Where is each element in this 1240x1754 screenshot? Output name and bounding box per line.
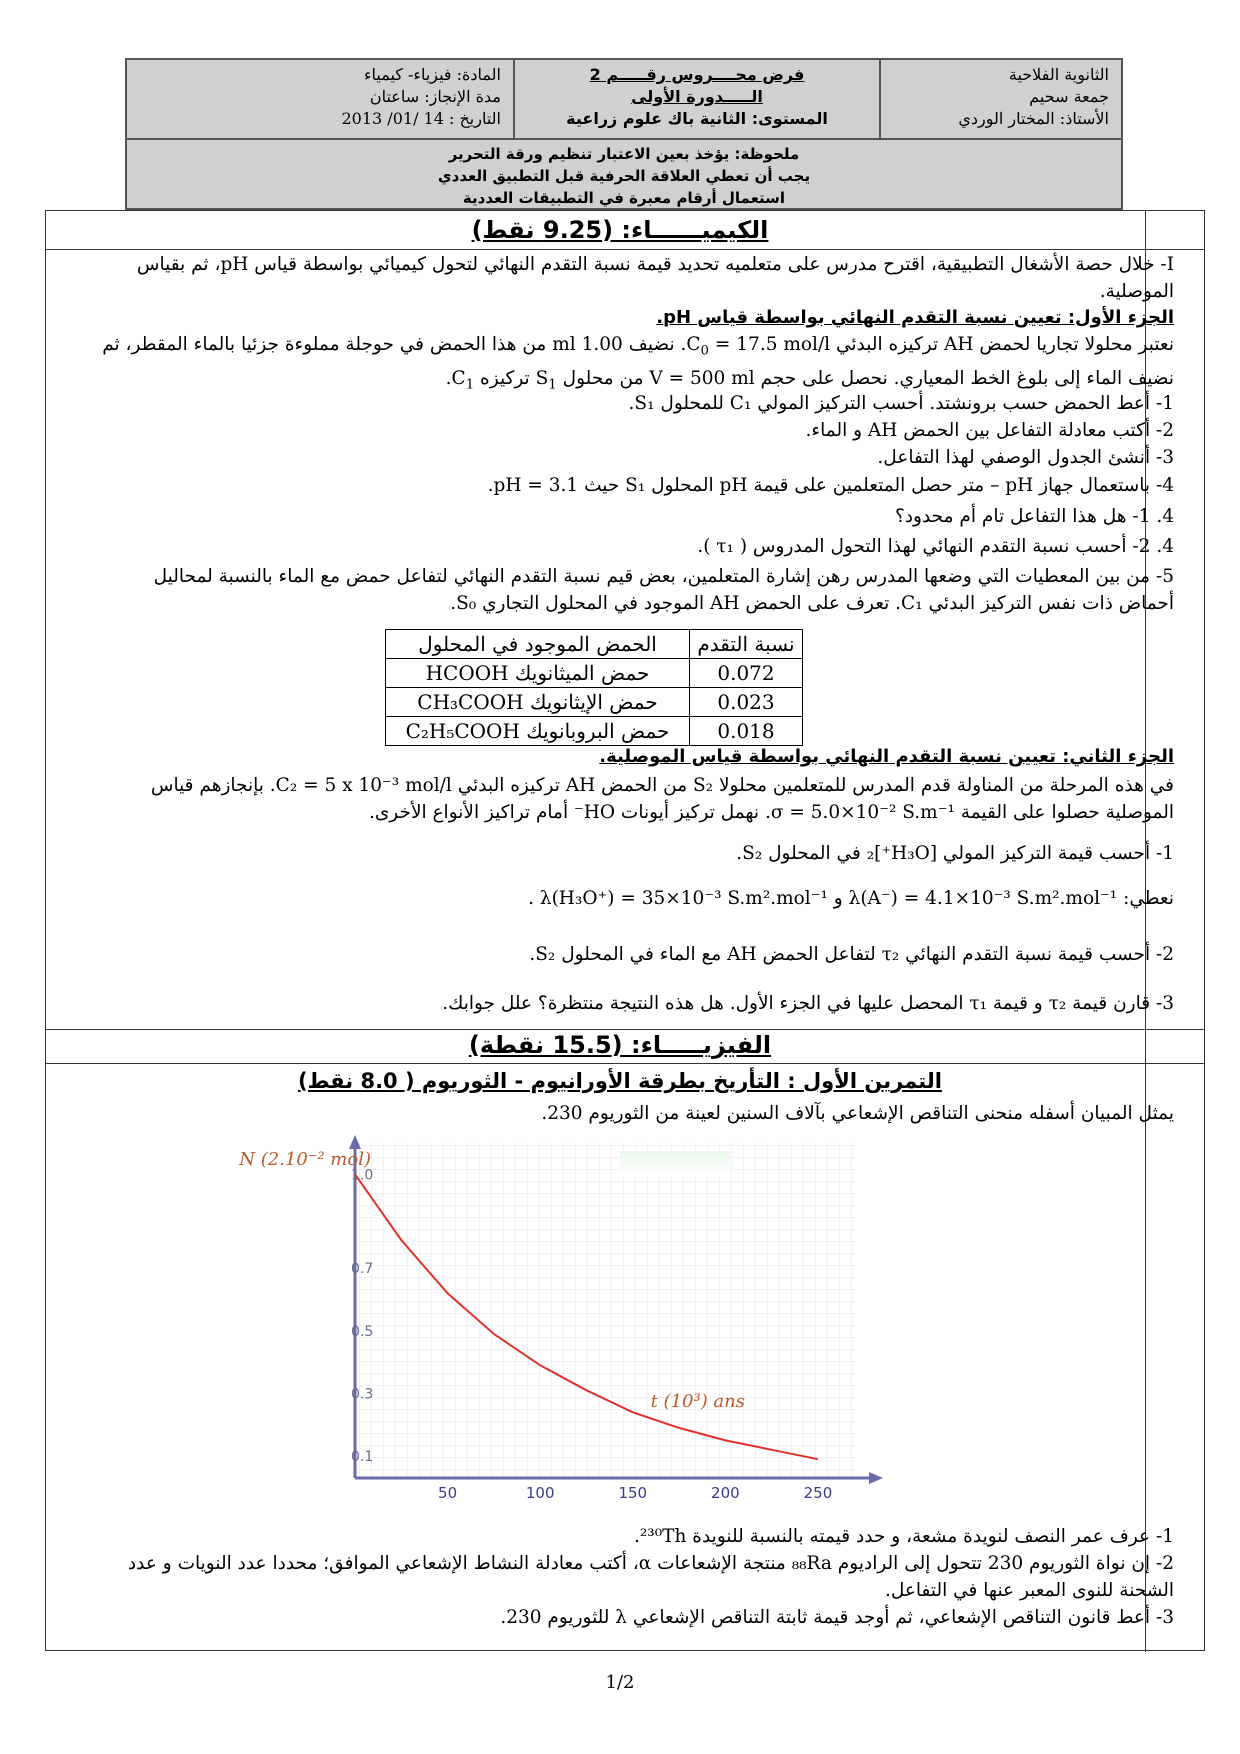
part1-text-b: 0 bbox=[700, 343, 710, 359]
y-tick-label: 0.5 bbox=[351, 1323, 374, 1340]
table-row bbox=[386, 688, 803, 717]
question-2: 2- أكتب معادلة التفاعل بين الحمض AH و الماء. bbox=[805, 420, 1174, 441]
acids-table bbox=[385, 629, 803, 746]
x-axis-arrow bbox=[869, 1472, 883, 1484]
x-tick-label: 50 bbox=[438, 1484, 458, 1502]
question-5: 5- من بين المعطيات التي وضعها المدرس رهن إشارة المتعلمين، بعض قيم نسبة التقدم النهائي لتفاعل حمض مع الماء بالنسبة لمحاليل أحماض ذات نفس التركيز البدئي C₁. تعرف على الحمض AH الموجود في المحلول التجاري S₀. bbox=[153, 566, 1174, 614]
exam-date: التاريخ : 14 /01/ 2013 bbox=[341, 109, 501, 128]
page-number: 1/2 bbox=[605, 1672, 635, 1693]
part1-title-text: الجزء الأول: تعيين نسبة التقدم النهائي بواسطة قياس pH. bbox=[656, 307, 1174, 328]
x-tick-label: 200 bbox=[711, 1484, 740, 1502]
col-ratio: نسبة التقدم bbox=[690, 630, 803, 659]
question-3: 3- أنشئ الجدول الوصفي لهذا التفاعل. bbox=[877, 447, 1174, 468]
physics-question-2: 2- إن نواة الثوريوم 230 تتحول إلى الراديوم ₈₈Ra منتجة الإشعاعات α، أكتب معادلة النشاط الإشعاعي الموافق؛ محددا عدد النويات و عدد الشحنة للنوى المعبر عنها في التفاعل. bbox=[127, 1553, 1174, 1601]
subject-info bbox=[127, 60, 513, 138]
y-axis-label: N (2.10⁻² mol) bbox=[239, 1149, 371, 1170]
acid-cell: حمض الإيثانويك CH₃COOH bbox=[386, 688, 690, 717]
note-3: استعمال أرقام معبرة في التطبيقات العددية bbox=[462, 189, 786, 207]
acid-cell: حمض البروبانويك C₂H₅COOH bbox=[386, 717, 690, 746]
col-acid: الحمض الموجود في المحلول bbox=[386, 630, 690, 659]
ratio-cell: 0.023 bbox=[690, 688, 803, 717]
chemistry-title: الكيميــــــاء: (9.25 نقط) bbox=[471, 216, 769, 244]
header-notes bbox=[127, 140, 1121, 209]
part1-text-f: 1 bbox=[465, 377, 475, 393]
y-tick-label: 0.1 bbox=[351, 1449, 374, 1466]
physics-title-divider bbox=[46, 1063, 1204, 1064]
physics-title: الفيزيـــــاء: (15.5 نقطة) bbox=[468, 1031, 772, 1059]
part2-title-text: الجزء الثاني: تعيين نسبة التقدم النهائي بواسطة قياس الموصلية. bbox=[599, 746, 1174, 767]
chart-legend-box bbox=[620, 1151, 730, 1175]
table-header-row bbox=[386, 630, 803, 659]
part1-title bbox=[94, 304, 1174, 331]
exercise-1-title: التمرين الأول : التأريخ بطرقة الأورانيوم - الثوريوم ( 8.0 نقط) bbox=[298, 1069, 942, 1093]
question-1: 1- أعط الحمض حسب برونشتد. أحسب التركيز المولي C₁ للمحلول S₁. bbox=[628, 393, 1174, 414]
y-tick-label: 0.3 bbox=[351, 1386, 374, 1403]
part1-text-e: تركيزه C bbox=[451, 367, 536, 389]
exam-header bbox=[125, 58, 1123, 210]
exam-title: فرض محــــروس رقـــــم 2 bbox=[589, 65, 805, 84]
exercise-1-intro: يمثل المبيان أسفله منحنى التناقص الإشعاعي بآلاف السنين لعينة من الثوريوم 230. bbox=[541, 1103, 1174, 1124]
part1-text-d: 1 bbox=[548, 377, 557, 393]
exam-level: المستوى: الثانية باك علوم زراعية bbox=[566, 109, 828, 128]
subject: المادة: فيزياء- كيمياء bbox=[364, 65, 501, 84]
acid-cell: حمض الميثانويك HCOOH bbox=[386, 659, 690, 688]
question-4-2: 4. 2- أحسب نسبة التقدم النهائي لهذا التحول المدروس ( τ₁ ). bbox=[697, 536, 1174, 557]
part2-question-2: 2- أحسب قيمة نسبة التقدم النهائي τ₂ لتفاعل الحمض AH مع الماء في المحلول S₂. bbox=[529, 944, 1174, 965]
decay-chart bbox=[239, 1133, 905, 1502]
chart-grid bbox=[355, 1143, 855, 1478]
part1-text-a: نعتبر محلولا تجاريا لحمض AH تركيزه البدئي C bbox=[686, 334, 1174, 355]
ratio-cell: 0.072 bbox=[690, 659, 803, 688]
school-info bbox=[881, 60, 1121, 138]
note-2: يجب أن تعطي العلاقة الحرفية قبل التطبيق العددي bbox=[437, 167, 811, 185]
table-row bbox=[386, 659, 803, 688]
part2-question-1: 1- أحسب قيمة التركيز المولي [H₃O⁺]₂ في المحلول S₂. bbox=[736, 843, 1174, 864]
y-tick-label: 1.0 bbox=[351, 1167, 374, 1184]
teacher-name: الأستاذ: المختار الوردي bbox=[958, 109, 1109, 128]
header-top-row bbox=[127, 60, 1121, 140]
part2-question-3: 3- قارن قيمة τ₂ و قيمة τ₁ المحصل عليها في الجزء الأول. هل هذه النتيجة منتظرة؟ علل جوابك. bbox=[442, 993, 1174, 1014]
x-tick-label: 250 bbox=[803, 1484, 833, 1502]
note-1: ملحوظة: يؤخذ بعين الاعتبار تنظيم ورقة التحرير bbox=[448, 145, 800, 163]
question-4: 4- باستعمال جهاز pH – متر حصل المتعلمين على قيمة pH المحلول S₁ حيث pH = 3.1. bbox=[487, 475, 1174, 496]
y-tick-label: 0.7 bbox=[351, 1261, 374, 1278]
part1-text-g: . bbox=[445, 367, 452, 389]
physics-question-3: 3- أعط قانون التناقص الإشعاعي، ثم أوجد قيمة ثابتة التناقص الإشعاعي λ للثوريوم 230. bbox=[500, 1607, 1174, 1628]
part1-text bbox=[94, 331, 1174, 398]
x-tick-label: 150 bbox=[618, 1484, 648, 1502]
x-axis-label: t (10³) ans bbox=[650, 1391, 745, 1412]
duration: مدة الإنجاز: ساعتان bbox=[369, 87, 501, 106]
exam-session: الـــــدورة الأولى bbox=[631, 87, 763, 106]
school-name: الثانوية الفلاحية bbox=[1008, 65, 1109, 84]
physics-top-divider bbox=[46, 1029, 1204, 1030]
chem-title-divider bbox=[46, 249, 1204, 250]
part2-text: في هذه المرحلة من المناولة قدم المدرس للمتعلمين محلولا S₂ من الحمض AH تركيزه البدئي C₂ = 5 x 10⁻³ mol/l. بإنجازهم قياس الموصلية حصلوا على القيمة σ = 5.0×10⁻² S.m⁻¹. نهمل تركيز أيونات HO⁻ أمام تراكيز الأنواع الأخرى. bbox=[150, 775, 1174, 823]
table-row bbox=[386, 717, 803, 746]
exam-info bbox=[513, 60, 881, 138]
part2-data: نعطي: λ(A⁻) = 4.1×10⁻³ S.m².mol⁻¹ و λ(H₃O⁺) = 35×10⁻³ S.m².mol⁻¹ . bbox=[528, 888, 1174, 909]
chem-intro: I- خلال حصة الأشغال التطبيقية، اقترح مدرس على متعلميه تحديد قيمة نسبة التقدم النهائي لتحول كيميائي بواسطة قياس pH، ثم بقياس الموصلية. bbox=[136, 254, 1174, 302]
part1-text-c: = 17.5 mol/l. نضيف 1.00 ml من هذا الحمض في حوجلة مملوءة جزئيا بالماء المقطر، ثم نضيف الماء إلى بلوغ الخط المعياري. نحصل على حجم V = 500 ml من محلول S bbox=[102, 334, 1174, 389]
part2-title bbox=[94, 743, 1174, 770]
ratio-cell: 0.018 bbox=[690, 717, 803, 746]
x-tick-label: 100 bbox=[525, 1484, 555, 1502]
y-axis-arrow bbox=[349, 1135, 361, 1149]
commune-name: جمعة سحيم bbox=[1029, 87, 1109, 106]
physics-question-1: 1- عرف عمر النصف لنويدة مشعة، و حدد قيمته بالنسبة للنويدة ²³⁰Th. bbox=[633, 1526, 1174, 1547]
question-4-1: 4. 1- هل هذا التفاعل تام أم محدود؟ bbox=[894, 506, 1174, 527]
